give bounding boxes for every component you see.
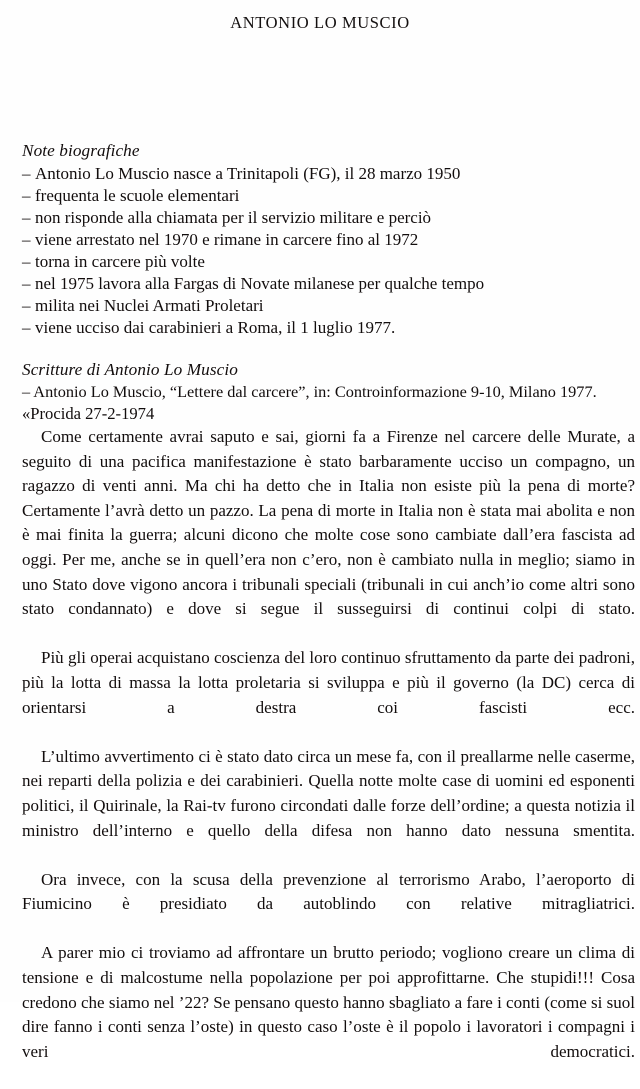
- citation-line: – Antonio Lo Muscio, “Lettere dal carcere”, in: Controinformazione 9-10, Milano 1977.: [22, 381, 635, 403]
- list-item: [22, 251, 635, 273]
- list-dash: –: [22, 229, 35, 251]
- list-item-label: torna in carcere più volte: [35, 252, 205, 271]
- list-item-label: Antonio Lo Muscio nasce a Trinitapoli (FG), il 28 marzo 1950: [35, 164, 460, 183]
- paragraph: Ora invece, con la scusa della prevenzione al terrorismo Arabo, l’aeroporto di Fiumicino è presidiato da autoblindo con relative mitragliatrici.: [22, 868, 635, 942]
- paragraph: A parer mio ci troviamo ad affrontare un brutto periodo; vogliono creare un clima di tensione e di malcostume nella popolazione per poi approfittarne. Che stupidi!!! Cosa credono che siamo nel ’22? Se pensano questo hanno sbagliato a fare i conti (come si suol dire fanno i conti senza l’oste) in questo caso l’oste è il popolo i lavoratori i compagni i veri democratici.: [22, 941, 635, 1089]
- list-item-label: frequenta le scuole elementari: [35, 186, 239, 205]
- list-item: [22, 273, 635, 295]
- biography-list: [22, 163, 635, 339]
- section-scritture: [22, 359, 635, 1089]
- list-item-label: non risponde alla chiamata per il servizio militare e perciò: [35, 208, 431, 227]
- letter-body: [22, 425, 635, 1089]
- paragraph: L’ultimo avvertimento ci è stato dato circa un mese fa, con il preallarme nelle caserme, nei reparti della polizia e dei carabinieri. Quella notte molte case di uomini ed esponenti politici, il Quirinale, la Rai-tv furono circondati dalle forze dell’ordine; a questa notizia il ministro dell’interno e quello della difesa non hanno dato nessuna smentita.: [22, 745, 635, 868]
- section-heading: Scritture di Antonio Lo Muscio: [22, 359, 635, 381]
- list-item: [22, 185, 635, 207]
- list-dash: –: [22, 185, 35, 207]
- list-dash: –: [22, 163, 35, 185]
- list-item: [22, 295, 635, 317]
- section-heading: Note biografiche: [22, 140, 635, 162]
- list-item-label: nel 1975 lavora alla Fargas di Novate milanese per qualche tempo: [35, 274, 484, 293]
- dateline: «Procida 27-2-1974: [22, 403, 635, 424]
- list-item: [22, 207, 635, 229]
- list-dash: –: [22, 251, 35, 273]
- list-dash: –: [22, 207, 35, 229]
- list-dash: –: [22, 273, 35, 295]
- text-column: [22, 140, 635, 1089]
- list-dash: –: [22, 317, 35, 339]
- section-note-biografiche: [22, 140, 635, 339]
- list-item: [22, 229, 635, 251]
- list-item-label: viene arrestato nel 1970 e rimane in carcere fino al 1972: [35, 230, 418, 249]
- list-item-label: viene ucciso dai carabinieri a Roma, il 1 luglio 1977.: [35, 318, 395, 337]
- list-item: [22, 163, 635, 185]
- paragraph: Come certamente avrai saputo e sai, giorni fa a Firenze nel carcere delle Murate, a seguito di una pacifica manifestazione è stato barbaramente ucciso un compagno, un ragazzo di venti anni. Ma chi ha detto che in Italia non esiste più la pena di morte? Certamente l’avrà detto un pazzo. La pena di morte in Italia non è stata mai abolita e non è mai finita la guerra; alcuni dicono che molte cose sono cambiate dall’era fascista ad oggi. Per me, anche se in quell’era non c’ero, non è cambiato nulla in meglio; siamo in uno Stato dove vigono ancora i tribunali speciali (tribunali in cui anch’io come altri sono stato condannato) e dove si segue il susseguirsi di continui colpi di stato.: [22, 425, 635, 646]
- list-item: [22, 317, 635, 339]
- list-item-label: milita nei Nuclei Armati Proletari: [35, 296, 264, 315]
- list-dash: –: [22, 295, 35, 317]
- paragraph: Più gli operai acquistano coscienza del loro continuo sfruttamento da parte dei padroni, più la lotta di massa la lotta proletaria si sviluppa e più il governo (la DC) cerca di orientarsi a destra coi fascisti ecc.: [22, 646, 635, 744]
- running-head: ANTONIO LO MUSCIO: [0, 13, 640, 33]
